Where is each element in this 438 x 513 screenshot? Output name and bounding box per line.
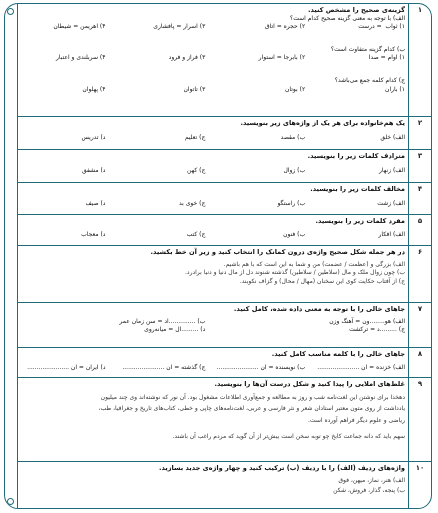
option: د) ایران = ان ...................... [27,363,106,371]
option: ۳) اسرار = پافشاری [153,23,206,31]
question-number: ۸ [417,350,423,358]
option: د) مشفق [81,166,106,174]
question-title: جاهای خالی را با کلمه مناسب کامل کنید. [271,350,405,358]
question-7 [17,303,431,348]
option: ۲) بوتان [285,85,306,93]
question-number: ۱ [417,6,423,14]
question-1 [17,4,431,117]
question-10 [17,462,431,509]
options-row [21,200,405,209]
sentence: ب) چون زوال ملک و مال (سلاطین / سلاطین) گذشته شنوند دل از مال دنیا و دنیا برادرد. [184,269,405,277]
question-title: جاهای خالی را با توجه به معنی داده شده، کامل کنید. [233,305,405,313]
option: ب) زوال [283,166,306,174]
option: الف) زشت [377,199,405,207]
question-title: یک هم‌خانواده برای هر یک از واژه‌های زیر بنویسید. [240,119,405,127]
question-9 [17,378,431,462]
option: ب) نویسنده = ان ...................... [216,363,306,371]
option: د) صیف [85,199,106,207]
sentence: الف) بزرگی و (عظمت / عضمت) من و شما به این است که با هم باشیم. [223,260,405,268]
options-row [21,134,405,143]
options-row [21,326,405,335]
question-number: ۳ [417,152,423,160]
passage-line: سهم باید که دانه جماعت کابخ چو توبه سخن است بیش‌تر از آن گوید که مردم راغب آن باشند. [172,433,405,441]
option: ۴) اهریمن = شیطان [53,23,106,31]
option: ج) گذشته = ان ...................... [122,363,206,371]
question-title: واژه‌های ردیف (الف) را با ردیف (ب) ترکیب کنید و چهار واژه‌ی جدید بسازید. [158,464,405,472]
option: الف) زنهار [378,166,405,174]
binder-hole [7,498,14,505]
question-5 [17,215,431,246]
option: ج) تعلیم [184,133,206,141]
option: الف) خلق [380,133,405,141]
question-number: ۷ [417,305,423,313]
option: ۱) باران [385,85,405,93]
option: ۳) تاتوان [183,85,206,93]
question-title: گزینه‌ی صحیح را مشخص کنید. [307,6,405,14]
question-title: مترادف کلمات زیر را بنویسید. [307,152,405,160]
question-number: ۲ [417,119,423,127]
passage-line: ریاضی و علوم دیگر فراهم آورده است. [308,416,405,424]
option: ۴) سربلندی و اعتبار [56,54,106,62]
question-8 [17,348,431,378]
question-number: ۶ [417,248,423,256]
question-title: مفرد کلمات زیر را بنویسید. [315,217,405,225]
question-6 [17,246,431,303]
question-title: در هر جمله شکل صحیح واژه‌ی درون کمانک را انتخاب کنید و زیر آن خط بکشید. [150,248,405,256]
passage-line: یادداشت از روی متون معتبر استادان شعر و نثر فارسی و عربی، لغت‌نامه‌های چاپی و خطی، کتاب‌های تاریخ و جغرافیا، طب، [98,405,405,413]
question-number: ۵ [417,217,423,225]
option: الف) خزنده = ان ...................... [317,363,405,371]
options-row [21,23,405,32]
question-title: مخالف کلمات زیر را بنویسید. [310,185,405,193]
question-part: الف) با توجه به معنی گزینه صحیح کدام است؟ [290,14,405,22]
word-row: ب) پنجه، گذار، فروش، شکن [333,487,405,495]
options-row [21,167,405,176]
question-title: غلط‌های املایی را پیدا کنید و شکل درست آن‌ها را بنویسید. [214,380,405,388]
worksheet [4,3,432,509]
option: ج) کهن [187,166,206,174]
option: ۳) فراز و فرود [168,54,206,62]
question-number: ۱۰ [415,464,425,472]
option: د) معجاب [81,230,106,238]
question-part: ج) کدام کلمه جمع می‌باشد؟ [334,76,405,84]
option: ب) فنون [283,230,306,238]
option: ب) مقصد [280,133,306,141]
option: ۲) بابرجا = استوار [258,54,306,62]
option: ج) خوی بد [178,199,206,207]
word-row: الف) هنر، نماز، میهن، فوق [338,476,405,484]
option: ب) راستگو [277,199,306,207]
option: ۴) پهلوان [82,85,106,93]
option: ج) کتب [186,230,206,238]
option: الف) افکار [378,230,405,238]
options-row [21,231,405,240]
question-part: ب) کدام گزینه متفاوت است؟ [330,45,405,53]
question-2 [17,117,431,150]
question-number: ۹ [417,380,423,388]
option: الف) هو........ون = آهنگ وزن [329,317,405,325]
question-number: ۴ [417,185,423,193]
question-3 [17,150,431,183]
option: ب) ..............اد = سن زمان عمر [119,317,206,325]
options-row [21,318,405,327]
option: ۱) ثواب ‌ = درست [358,23,405,31]
passage-line: دهخدا برای نوشتن این لغت‌نامه شب و روز به مطالعه و جمع‌آوری اطلاعات مشغول بود. آن نور که نوشته‌اند وی چند میلیون [100,393,405,401]
options-row [21,54,405,63]
option: ۲) حجره = اتاق [264,23,306,31]
question-4 [17,183,431,215]
option: د) .........ال = میانه‌روی [144,326,206,334]
options-row [21,86,405,95]
option: د) تدریس [81,133,106,141]
binder-hole [7,8,14,15]
options-row [21,364,405,373]
sentence: ج) از آفتاب حکایت کوی این سخنان (مهال / محال) و گزاف نکوبند. [239,277,405,285]
option: ۱) اوام = صدا [368,54,405,62]
option: ج) .........د = ترکشت [349,326,405,334]
